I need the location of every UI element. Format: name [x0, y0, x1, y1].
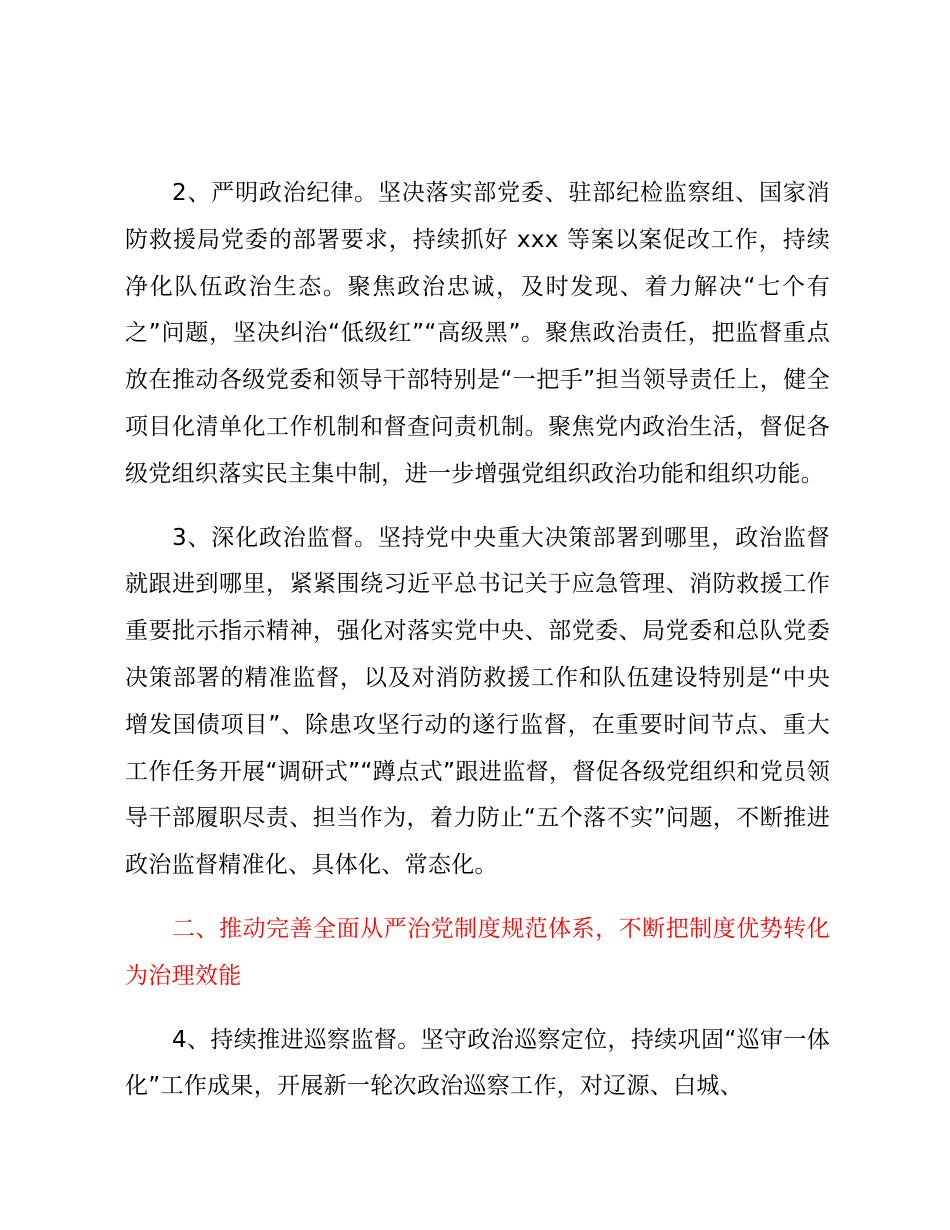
paragraph-political-discipline: 2、严明政治纪律。坚决落实部党委、驻部纪检监察组、国家消防救援局党委的部署要求，持续抓好 xxx 等案以案促改工作，持续净化队伍政治生态。聚焦政治忠诚，及时发现、着力解决“七个有之”问题，坚决纠治“低级红”“高级黑”。聚焦政治责任，把监督重点放在推动各级党委和领导干部特别是“一把手”担当领导责任上，健全项目化清单化工作机制和督查问责机制。聚焦党内政治生活，督促各级党组织落实民主集中制，进一步增强党组织政治功能和组织功能。 — [125, 180, 830, 487]
document-body — [125, 170, 830, 1110]
paragraph-inspection-supervision: 4、持续推进巡察监督。坚守政治巡察定位，持续巩固“巡审一体化”工作成果，开展新一轮次政治巡察工作，对辽源、白城、 — [125, 1026, 830, 1100]
section-heading-system-building: 二、推动完善全面从严治党制度规范体系，不断把制度优势转化为治理效能 — [125, 915, 830, 989]
paragraph-political-supervision: 3、深化政治监督。坚持党中央重大决策部署到哪里，政治监督就跟进到哪里，紧紧围绕习近平总书记关于应急管理、消防救援工作重要批示指示精神，强化对落实党中央、部党委、局党委和总队党委决策部署的精准监督，以及对消防救援工作和队伍建设特别是“中央增发国债项目”、除患攻坚行动的遂行监督，在重要时间节点、重大工作任务开展“调研式”“蹲点式”跟进监督，督促各级党组织和党员领导干部履职尽责、担当作为，着力防止“五个落不实”问题，不断推进政治监督精准化、具体化、常态化。 — [125, 524, 830, 879]
